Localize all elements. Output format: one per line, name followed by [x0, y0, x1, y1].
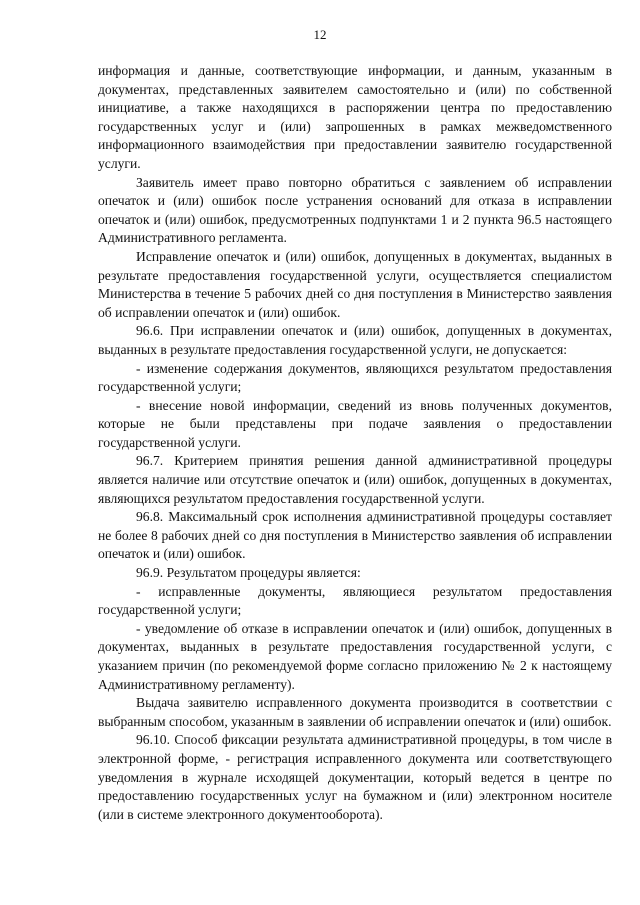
paragraph-96-10: 96.10. Способ фиксации результата административной процедуры, в том числе в электронной форме, - регистрация исправленного документа или соответствующего уведомления в журнале исходящей документации, который ведется в центре по предоставлению государственных услуг на бумажном и (или) электронном носителе (или в системе электронного документооборота). — [98, 732, 612, 822]
list-item-content-change: - изменение содержания документов, являющихся результатом предоставления государственной услуги; — [98, 360, 612, 395]
paragraph-96-8: 96.8. Максимальный срок исполнения административной процедуры составляет не более 8 рабочих дней со дня поступления в Министерство заявления об исправлении опечаток и (или) ошибок. — [98, 509, 612, 562]
paragraph-96-9: 96.9. Результатом процедуры является: — [136, 565, 361, 581]
paragraph-continuation: информация и данные, соответствующие информации, и данным, указанным в документах, представленных заявителем самостоятельно и (или) по собственной инициативе, а также находящихся в распоряжении центра по предоставлению государственных услуг и (или) запрошенных в рамках межведомственного информационного взаимодействия при предоставлении заявителю государственной услуги. — [98, 63, 612, 171]
paragraph-repeat-application: Заявитель имеет право повторно обратиться с заявлением об исправлении опечаток и (или) ошибок после устранения оснований для отказа в исправлении опечаток и (или) ошибок, предусмотренных подпунктами 1 и 2 пункта 96.5 настоящего Административного регламента. — [98, 174, 612, 246]
list-item-corrected-documents: - исправленные документы, являющиеся результатом предоставления государственной услуги; — [98, 583, 612, 618]
paragraph-96-7: 96.7. Критерием принятия решения данной административной процедуры является наличие или отсутствие опечаток и (или) ошибок, допущенных в документах, являющихся результатом предоставления государственной услуги. — [98, 453, 612, 506]
paragraph-correction-term: Исправление опечаток и (или) ошибок, допущенных в документах, выданных в результате предоставления государственной услуги, осуществляется специалистом Министерства в течение 5 рабочих дней со дня поступления в Министерство заявления об исправлении опечаток и (или) ошибок. — [98, 248, 612, 320]
paragraph-issuance: Выдача заявителю исправленного документа производится в соответствии с выбранным способом, указанным в заявлении об исправлении опечаток и (или) ошибок. — [98, 695, 612, 729]
page-number: 12 — [313, 27, 327, 42]
list-item-refusal-notice: - уведомление об отказе в исправлении опечаток и (или) ошибок, допущенных в документах, выданных в результате предоставления государственной услуги, с указанием причин (по рекомендуемой форме согласно приложению № 2 к настоящему Административному регламенту). — [98, 620, 612, 692]
paragraph-96-6: 96.6. При исправлении опечаток и (или) ошибок, допущенных в документах, выданных в результате предоставления государственной услуги, не допускается: — [98, 323, 612, 357]
body-text — [98, 62, 612, 824]
list-item-new-information: - внесение новой информации, сведений из вновь полученных документов, которые не были представлены при подаче заявления о предоставлении государственной услуги. — [98, 397, 612, 450]
